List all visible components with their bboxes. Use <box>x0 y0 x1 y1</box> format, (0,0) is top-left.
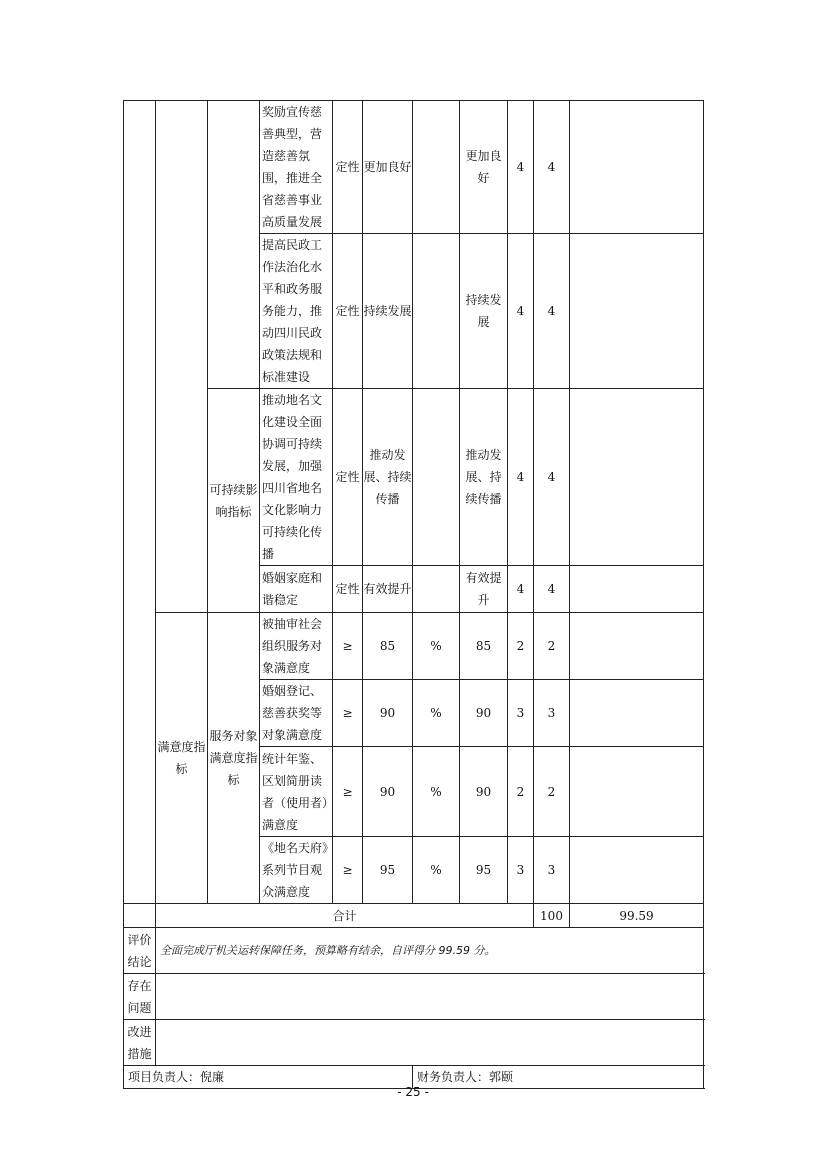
indicator-weight: 4 <box>508 389 534 566</box>
indicator-nature: 定性 <box>333 389 363 566</box>
indicator-weight: 2 <box>508 747 534 837</box>
indicator-nature: 定性 <box>333 234 363 389</box>
blank-cell <box>208 101 260 389</box>
table-row <box>124 389 704 566</box>
indicator-target: 持续发展 <box>363 234 413 389</box>
improvements-text <box>156 1020 704 1066</box>
indicator-nature: ≥ <box>333 837 363 904</box>
indicator-score: 3 <box>534 837 570 904</box>
indicator-remark <box>570 566 704 613</box>
indicator-weight: 3 <box>508 837 534 904</box>
table-row <box>124 101 704 234</box>
improvements-row <box>124 1020 704 1066</box>
indicator-actual: 持续发展 <box>460 234 508 389</box>
indicator-unit: % <box>413 747 460 837</box>
indicator-target: 95 <box>363 837 413 904</box>
indicator-remark <box>570 680 704 747</box>
indicator-actual: 推动发展、持续传播 <box>460 389 508 566</box>
indicator-actual: 90 <box>460 680 508 747</box>
indicator-name: 《地名天府》系列节目观众满意度 <box>260 837 333 904</box>
service-target-satisfaction-category: 服务对象满意度指标 <box>208 613 260 904</box>
indicator-unit <box>413 389 460 566</box>
table-row <box>124 613 704 680</box>
conclusion-text: 全面完成厅机关运转保障任务，预算略有结余，自评得分 99.59 分。 <box>156 928 704 974</box>
sustainable-impact-category: 可持续影响指标 <box>208 389 260 613</box>
indicator-unit: % <box>413 837 460 904</box>
indicator-name: 被抽审社会组织服务对象满意度 <box>260 613 333 680</box>
total-row <box>124 904 704 928</box>
indicator-score: 4 <box>534 234 570 389</box>
indicator-unit <box>413 566 460 613</box>
issues-row <box>124 974 704 1020</box>
indicator-score: 3 <box>534 680 570 747</box>
indicator-unit: % <box>413 680 460 747</box>
blank-cell <box>124 904 156 928</box>
satisfaction-category: 满意度指标 <box>156 613 208 904</box>
indicator-remark <box>570 837 704 904</box>
finance-lead: 财务负责人：郭颐 <box>413 1066 704 1089</box>
indicator-remark <box>570 234 704 389</box>
project-lead: 项目负责人：倪廉 <box>124 1066 413 1089</box>
indicator-weight: 3 <box>508 680 534 747</box>
indicator-remark <box>570 389 704 566</box>
indicator-actual: 有效提升 <box>460 566 508 613</box>
indicator-nature: 定性 <box>333 101 363 234</box>
indicator-score: 4 <box>534 566 570 613</box>
blank-cell <box>124 101 156 904</box>
indicator-target: 90 <box>363 680 413 747</box>
indicator-weight: 4 <box>508 566 534 613</box>
issues-text <box>156 974 704 1020</box>
issues-label: 存在问题 <box>124 974 156 1020</box>
indicator-score: 2 <box>534 613 570 680</box>
indicator-nature: 定性 <box>333 566 363 613</box>
indicator-actual: 95 <box>460 837 508 904</box>
indicator-nature: ≥ <box>333 613 363 680</box>
indicator-target: 90 <box>363 747 413 837</box>
blank-cell <box>156 101 208 613</box>
indicator-name: 婚姻登记、慈善获奖等对象满意度 <box>260 680 333 747</box>
indicator-unit <box>413 234 460 389</box>
conclusion-row <box>124 928 704 974</box>
indicator-weight: 4 <box>508 234 534 389</box>
total-score: 99.59 <box>570 904 704 928</box>
indicator-remark <box>570 747 704 837</box>
indicator-actual: 更加良好 <box>460 101 508 234</box>
indicator-target: 更加良好 <box>363 101 413 234</box>
indicator-unit <box>413 101 460 234</box>
indicator-nature: ≥ <box>333 747 363 837</box>
indicator-target: 推动发展、持续传播 <box>363 389 413 566</box>
indicator-name: 推动地名文化建设全面协调可持续发展，加强四川省地名文化影响力可持续化传播 <box>260 389 333 566</box>
conclusion-label: 评价结论 <box>124 928 156 974</box>
indicator-name: 统计年鉴、区划简册读者（使用者）满意度 <box>260 747 333 837</box>
indicator-score: 4 <box>534 101 570 234</box>
indicator-target: 85 <box>363 613 413 680</box>
indicator-name: 奖励宣传慈善典型，营造慈善氛围，推进全省慈善事业高质量发展 <box>260 101 333 234</box>
page-number: - 25 - <box>397 1085 429 1099</box>
indicator-actual: 85 <box>460 613 508 680</box>
indicator-unit: % <box>413 613 460 680</box>
indicator-remark <box>570 101 704 234</box>
total-label: 合计 <box>156 904 534 928</box>
indicator-name: 提高民政工作法治化水平和政务服务能力，推动四川民政政策法规和标准建设 <box>260 234 333 389</box>
indicator-actual: 90 <box>460 747 508 837</box>
indicator-name: 婚姻家庭和谐稳定 <box>260 566 333 613</box>
indicator-score: 2 <box>534 747 570 837</box>
indicator-remark <box>570 613 704 680</box>
indicator-score: 4 <box>534 389 570 566</box>
improvements-label: 改进措施 <box>124 1020 156 1066</box>
performance-table <box>123 100 704 1089</box>
indicator-nature: ≥ <box>333 680 363 747</box>
indicator-weight: 2 <box>508 613 534 680</box>
total-weight: 100 <box>534 904 570 928</box>
indicator-weight: 4 <box>508 101 534 234</box>
indicator-target: 有效提升 <box>363 566 413 613</box>
